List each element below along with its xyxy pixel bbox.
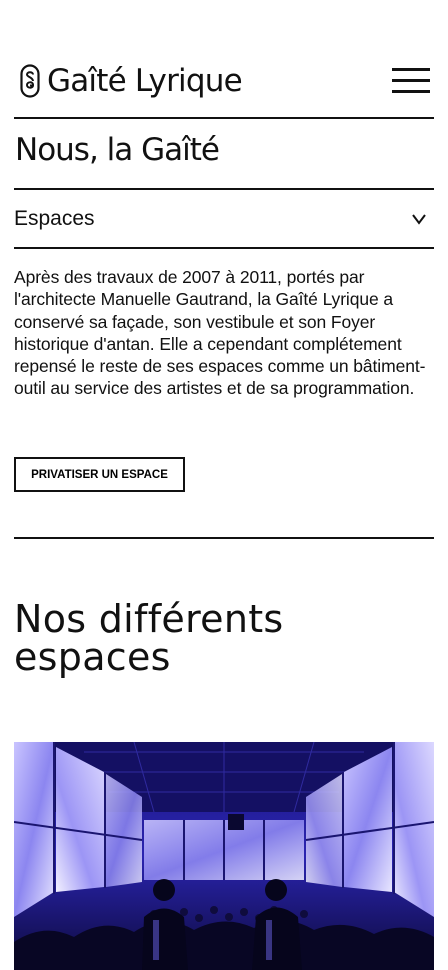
page-title: Nous, la Gaîté [15,132,219,168]
hamburger-line [392,68,430,71]
hamburger-menu-icon[interactable] [392,68,430,94]
spaces-heading: Nos différents espaces [14,597,284,679]
accordion-espaces[interactable] [14,191,434,246]
privatise-space-button[interactable]: PRIVATISER UN ESPACE [14,457,185,492]
hamburger-line [392,90,430,93]
gaite-logo-mark-icon [20,64,40,98]
logo-text: Gaîté Lyrique [47,63,242,99]
intro-paragraph: Après des travaux de 2007 à 2011, portés par l'architecte Manuelle Gautrand, la Gaîté Lyrique a conservé sa façade, son vestibule et son Foyer historique d'antan. Elle a cependant complétement repensé le reste de ses espaces comme un bâtiment-outil au service des artistes et de sa programmation. [14,267,426,399]
hamburger-line [392,79,430,82]
accordion-label: Espaces [14,207,95,230]
divider [14,537,434,539]
chevron-down-icon [412,213,426,225]
divider [14,247,434,249]
site-header [14,58,434,106]
divider [14,117,434,119]
site-logo[interactable] [20,58,242,104]
venue-photo [14,742,434,970]
venue-photo-illustration [14,742,434,970]
divider [14,188,434,190]
